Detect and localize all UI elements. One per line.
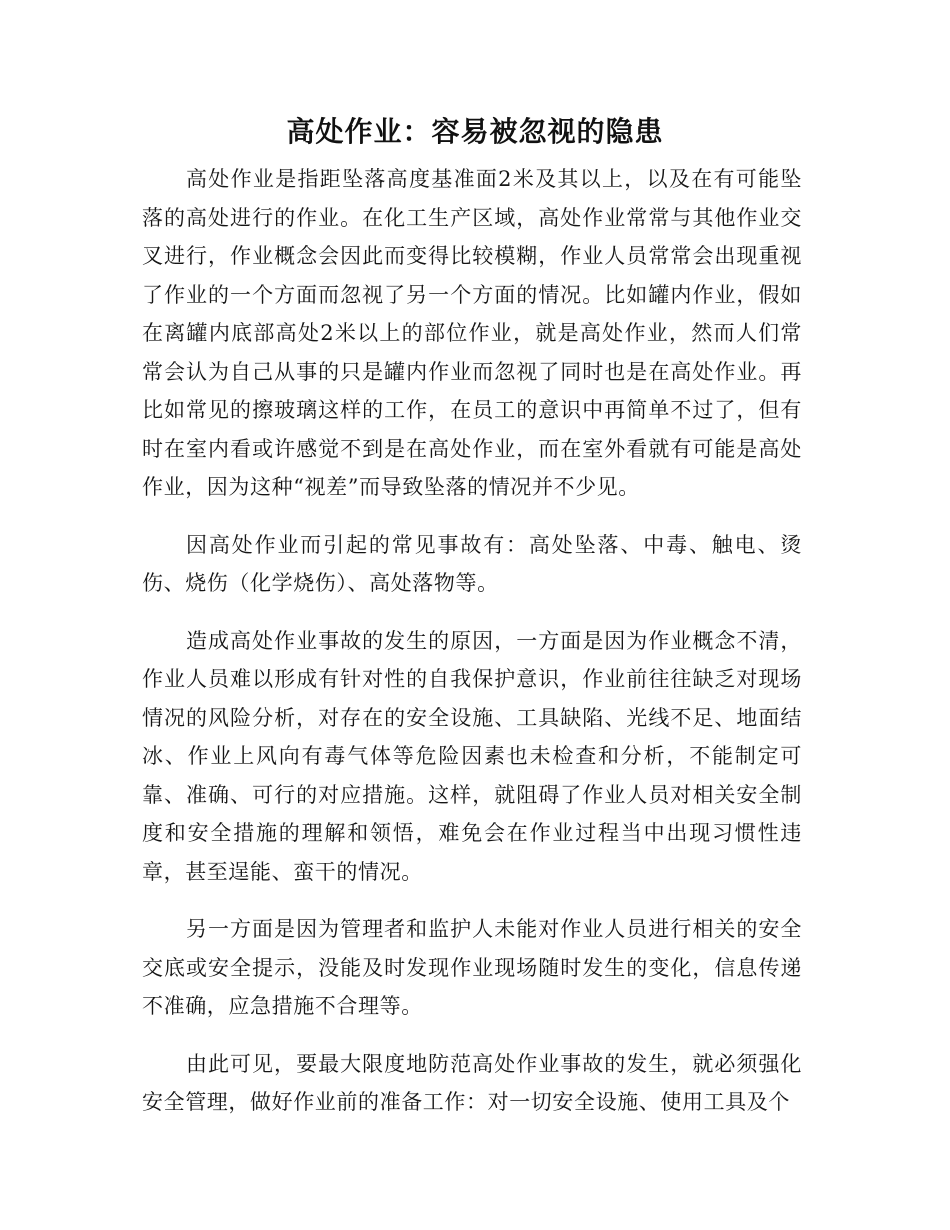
paragraph-definition: 高处作业是指距坠落高度基准面2米及其以上，以及在有可能坠落的高处进行的作业。在化工生产区域，高处作业常常与其他作业交叉进行，作业概念会因此而变得比较模糊，作业人员常常会出现重视了作业的一个方面而忽视了另一个方面的情况。比如罐内作业，假如在离罐内底部高处2米以上的部位作业，就是高处作业，然而人们常常会认为自己从事的只是罐内作业而忽视了同时也是在高处作业。再比如常见的擦玻璃这样的工作，在员工的意识中再简单不过了，但有时在室内看或许感觉不到是在高处作业，而在室外看就有可能是高处作业，因为这种“视差”而导致坠落的情况并不少见。 xyxy=(142,167,802,499)
page-title: 高处作业：容易被忽视的隐患 xyxy=(286,115,664,148)
paragraph-common-accidents: 因高处作业而引起的常见事故有：高处坠落、中毒、触电、烫伤、烧伤（化学烧伤）、高处落物等。 xyxy=(142,532,802,595)
paragraph-management: 另一方面是因为管理者和监护人未能对作业人员进行相关的安全交底或安全提示，没能及时发现作业现场随时发生的变化，信息传递不准确，应急措施不合理等。 xyxy=(142,917,802,1018)
paragraph-causes: 造成高处作业事故的发生的原因，一方面是因为作业概念不清，作业人员难以形成有针对性的自我保护意识，作业前往往缺乏对现场情况的风险分析，对存在的安全设施、工具缺陷、光线不足、地面结冰、作业上风向有毒气体等危险因素也未检查和分析，不能制定可靠、准确、可行的对应措施。这样，就阻碍了作业人员对相关安全制度和安全措施的理解和领悟，难免会在作业过程当中出现习惯性违章，甚至逞能、蛮干的情况。 xyxy=(142,628,802,884)
paragraph-conclusion: 由此可见，要最大限度地防范高处作业事故的发生，就必须强化安全管理，做好作业前的准备工作：对一切安全设施、使用工具及个 xyxy=(142,1051,802,1114)
article-body xyxy=(142,160,802,1141)
